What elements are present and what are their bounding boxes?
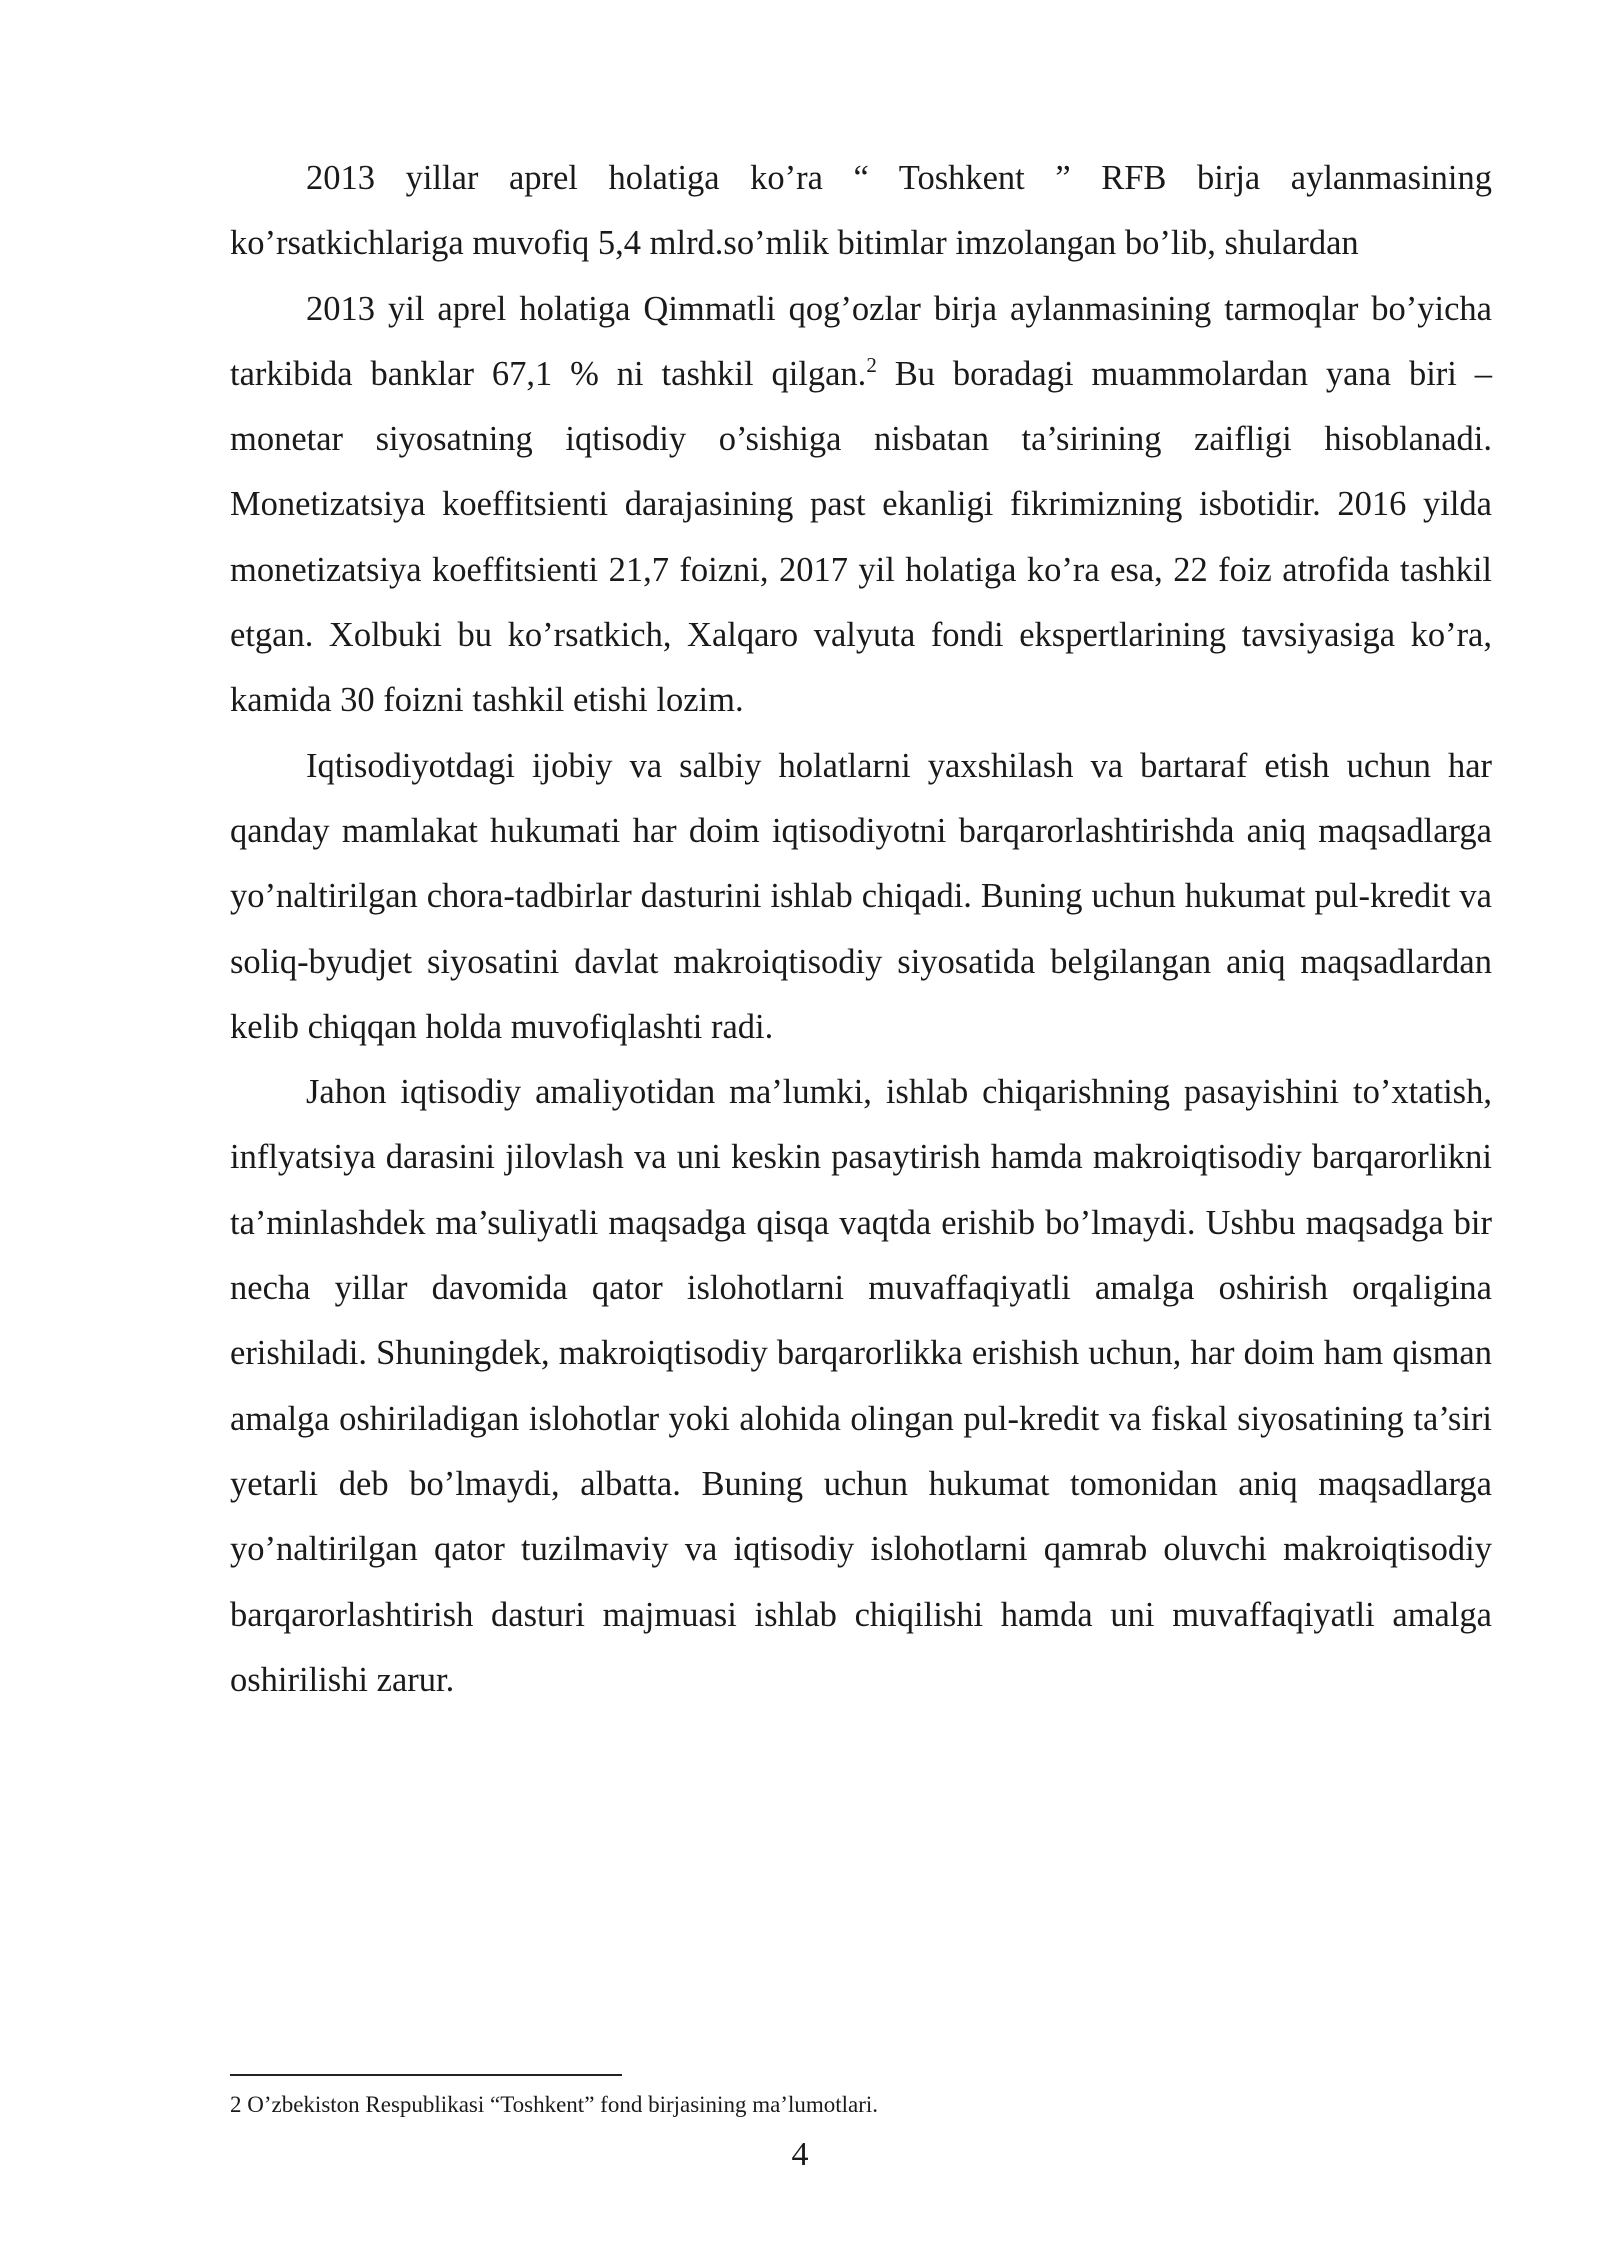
paragraph-2 [230,277,1492,734]
paragraph-2-text-before: 2013 yil aprel holatiga Qimmatli qog’ozlar birja aylanmasining tarmoqlar bo’yicha tarkibida banklar 67,1 % ni tashkil qilgan. [230,289,1492,393]
footnote-reference: 2 [866,352,877,377]
paragraph-1: 2013 yillar aprel holatiga ko’ra “ Toshkent ” RFB birja aylanmasining ko’rsatkichlariga muvofiq 5,4 mlrd.so’mlik bitimlar imzolangan bo’lib, shulardan [230,159,1492,263]
footnote-separator [230,2074,622,2076]
footnote: 2 O’zbekiston Respublikasi “Toshkent” fond birjasining ma’lumotlari. [230,2092,879,2117]
paragraph-3: Iqtisodiyotdagi ijobiy va salbiy holatlarni yaxshilash va bartaraf etish uchun har qanday mamlakat hukumati har doim iqtisodiyotni barqarorlashtirishda aniq maqsadlarga yo’naltirilgan chora-tadbirlar dasturini ishlab chiqadi. Buning uchun hukumat pul-kredit va soliq-byudjet siyosatini davlat makroiqtisodiy siyosatida belgilangan aniq maqsadlardan kelib chiqqan holda muvofiqlashti radi. [230,746,1492,1046]
body-text [230,146,1492,1713]
paragraph-4: Jahon iqtisodiy amaliyotidan ma’lumki, ishlab chiqarishning pasayishini to’xtatish, inflyatsiya darasini jilovlash va uni keskin pasaytirish hamda makroiqtisodiy barqarorlikni ta’minlashdek ma’suliyatli maqsadga qisqa vaqtda erishib bo’lmaydi. Ushbu maqsadga bir necha yillar davomida qator islohotlarni muvaffaqiyatli amalga oshirish orqaligina erishiladi. Shuningdek, makroiqtisodiy barqarorlikka erishish uchun, har doim ham qisman amalga oshiriladigan islohotlar yoki alohida olingan pul-kredit va fiskal siyosatining ta’siri yetarli deb bo’lmaydi, albatta. Buning uchun hukumat tomonidan aniq maqsadlarga yo’naltirilgan qator tuzilmaviy va iqtisodiy islohotlarni qamrab oluvchi makroiqtisodiy barqarorlashtirish dasturi majmuasi ishlab chiqilishi hamda uni muvaffaqiyatli amalga oshirilishi zarur. [230,1073,1492,1699]
page-number: 4 [791,2136,809,2173]
paragraph-2-text-after: Bu boradagi muammolardan yana biri – monetar siyosatning iqtisodiy o’sishiga nisbatan ta’sirining zaifligi hisoblanadi. Monetizatsiya koeffitsienti darajasining past ekanligi fikrimizning isbotidir. 2016 yilda monetizatsiya koeffitsienti 21,7 foizni, 2017 yil holatiga ko’ra esa, 22 foiz atrofida tashkil etgan. Xolbuki bu ko’rsatkich, Xalqaro valyuta fondi ekspertlarining tavsiyasiga ko’ra, kamida 30 foizni tashkil etishi lozim. [230,354,1493,720]
